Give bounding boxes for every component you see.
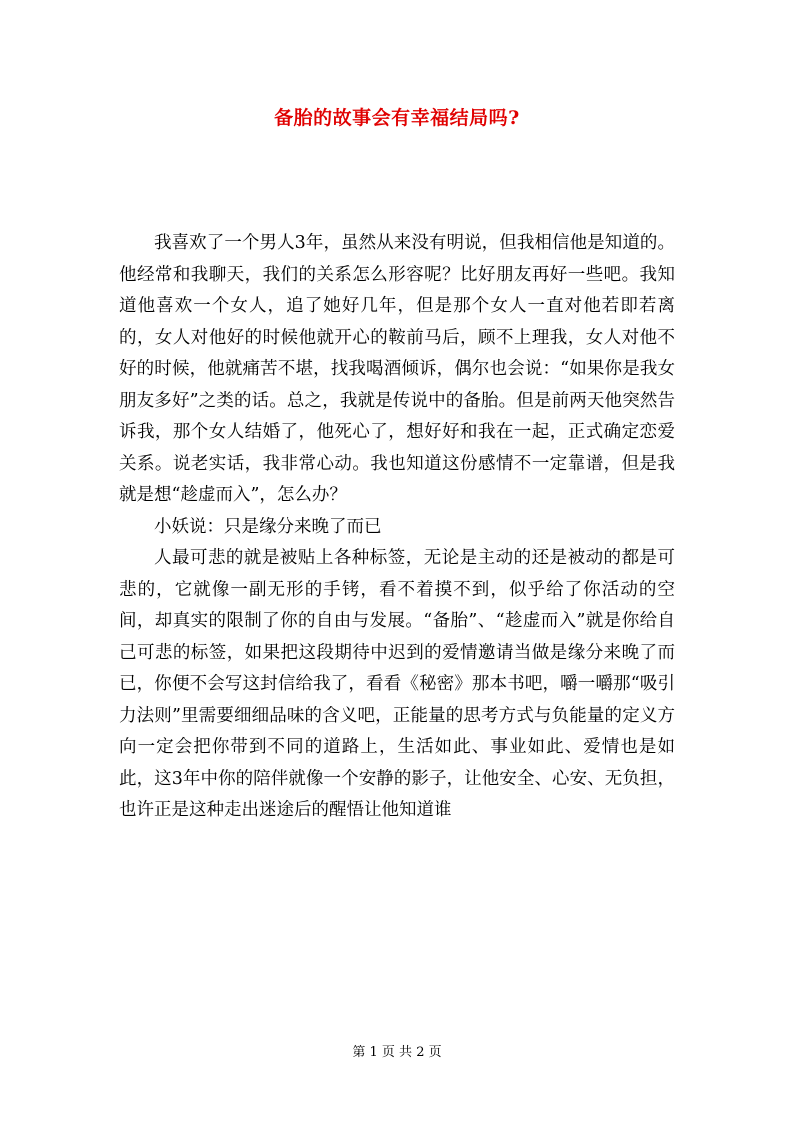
document-title: 备胎的故事会有幸福结局吗? [274, 107, 520, 129]
document-body [119, 228, 675, 827]
paragraph-reply-heading: 小妖说：只是缘分来晚了而已 [154, 516, 382, 537]
paragraph-reply: 人最可悲的就是被贴上各种标签，无论是主动的还是被动的都是可悲的，它就像一副无形的手铐，看不着摸不到，似乎给了你活动的空间，却真实的限制了你的自由与发展。“备胎”、“趁虚而入”就是你给自己可悲的标签，如果把这段期待中迟到的爱情邀请当做是缘分来晚了而已，你便不会写这封信给我了，看看《秘密》那本书吧，嚼一嚼那“吸引力法则”里需要细细品味的含义吧，正能量的思考方式与负能量的定义方向一定会把你带到不同的道路上，生活如此、事业如此、爱情也是如此，这3年中你的陪伴就像一个安静的影子，让他安全、心安、无负担，也许正是这种走出迷途后的醒悟让他知道谁 [119, 548, 675, 820]
page-footer: 第 1 页 共 2 页 [352, 1045, 442, 1060]
paragraph-letter: 我喜欢了一个男人3年，虽然从来没有明说，但我相信他是知道的。他经常和我聊天，我们的关系怎么形容呢？比好朋友再好一些吧。我知道他喜欢一个女人，追了她好几年，但是那个女人一直对他若即若离的，女人对他好的时候他就开心的鞍前马后，顾不上理我，女人对他不好的时候，他就痛苦不堪，找我喝酒倾诉，偶尔也会说：“如果你是我女朋友多好”之类的话。总之，我就是传说中的备胎。但是前两天他突然告诉我，那个女人结婚了，他死心了，想好好和我在一起，正式确定恋爱关系。说老实话，我非常心动。我也知道这份感情不一定靠谱，但是我就是想“趁虚而入”，怎么办？ [119, 233, 675, 505]
